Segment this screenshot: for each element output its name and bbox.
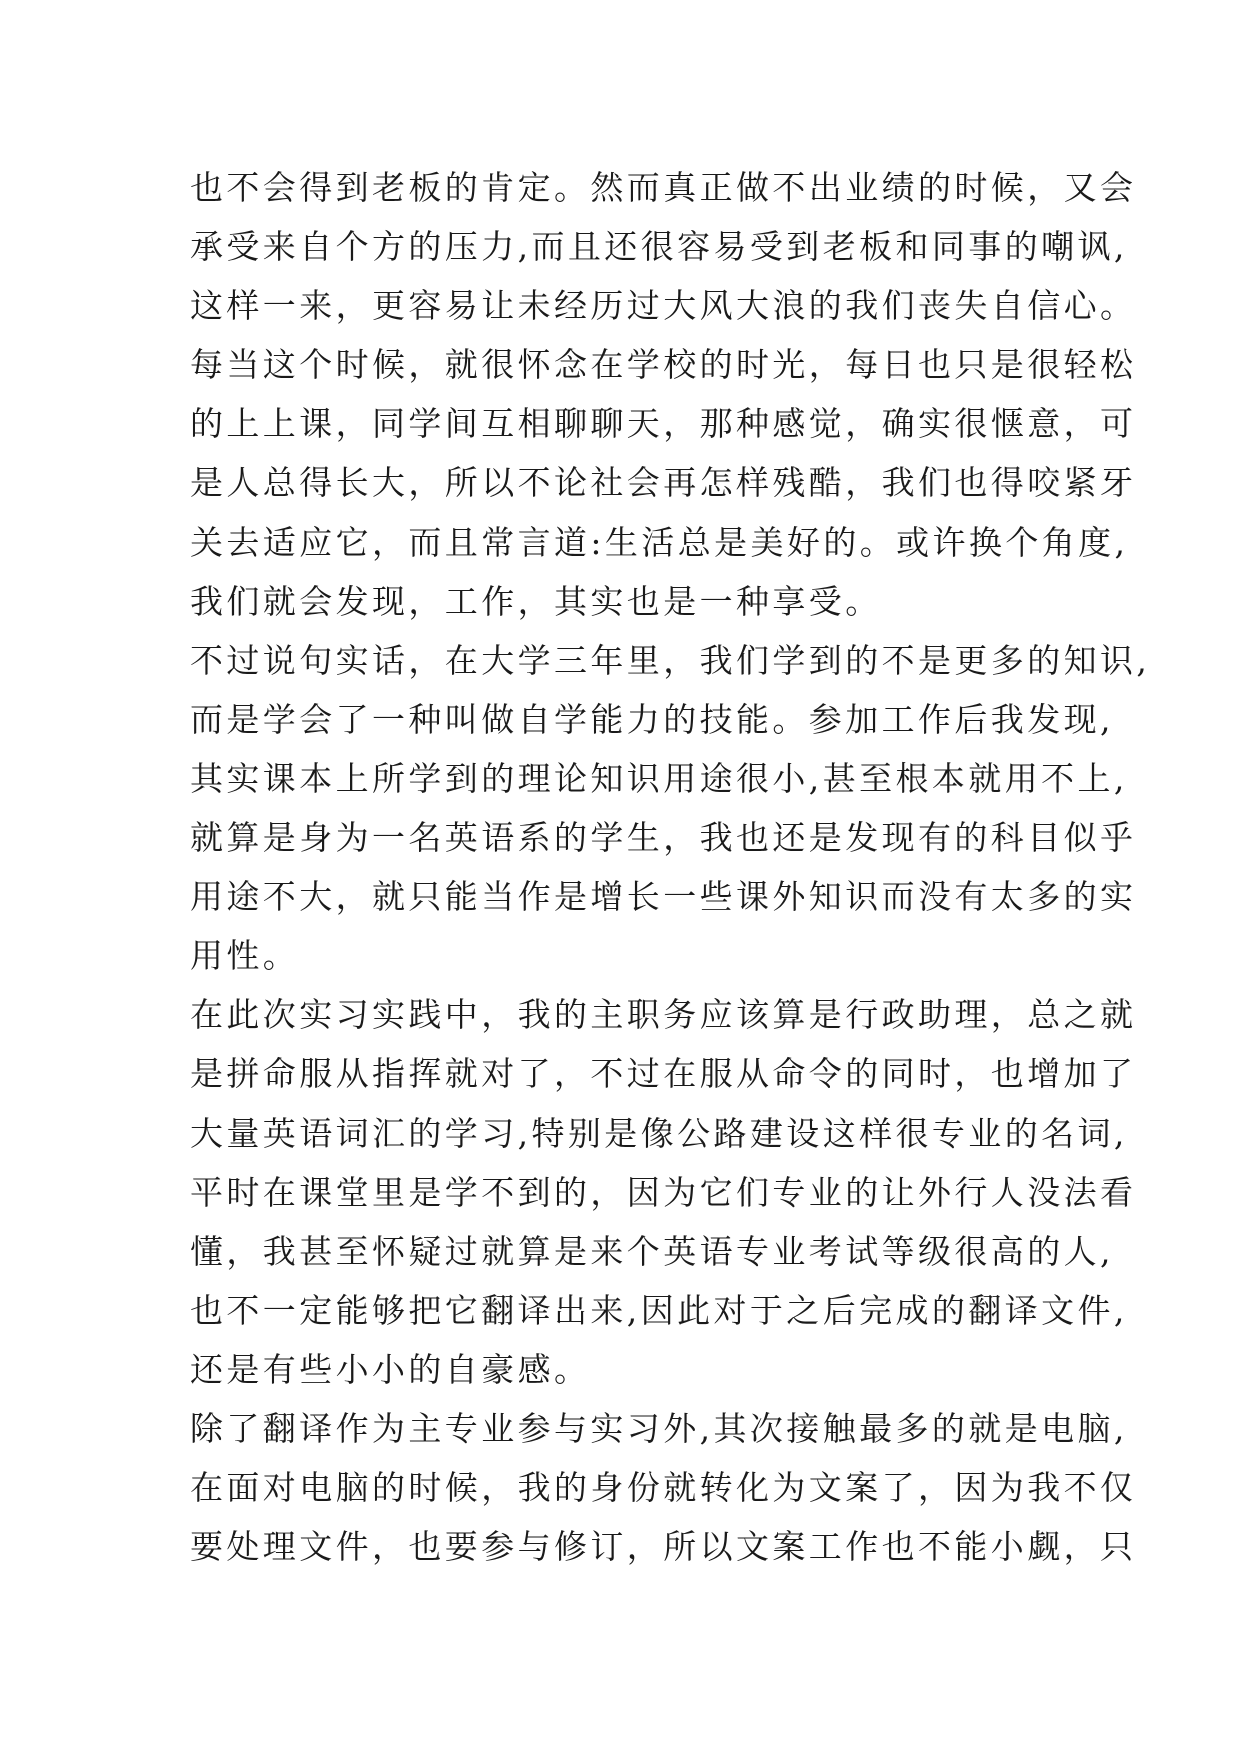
text-line: 关去适应它，而且常言道:生活总是美好的。或许换个角度, [190,522,1129,562]
text-line: 承受来自个方的压力,而且还很容易受到老板和同事的嘲讽, [190,227,1128,267]
text-line: 除了翻译作为主专业参与实习外,其次接触最多的就是电脑, [190,1408,1128,1448]
text-line: 也不一定能够把它翻译出来,因此对于之后完成的翻译文件, [190,1290,1128,1330]
text-line: 是拼命服从指挥就对了，不过在服从命令的同时，也增加了 [190,1054,1137,1094]
text-line: 在此次实习实践中，我的主职务应该算是行政助理，总之就 [190,995,1137,1035]
text-line: 要处理文件，也要参与修订，所以文案工作也不能小觑，只 [190,1527,1137,1567]
text-line: 懂，我甚至怀疑过就算是来个英语专业考试等级很高的人, [190,1231,1114,1271]
body-text [190,158,1151,1576]
text-line: 就算是身为一名英语系的学生，我也还是发现有的科目似乎 [190,818,1137,858]
text-line: 每当这个时候，就很怀念在学校的时光，每日也只是很轻松 [190,345,1137,385]
text-line: 用性。 [190,936,300,976]
text-line: 其实课本上所学到的理论知识用途很小,甚至根本就用不上, [190,758,1128,798]
text-line: 我们就会发现，工作，其实也是一种享受。 [190,581,882,621]
text-line: 的上上课，同学间互相聊聊天，那种感觉，确实很惬意，可 [190,404,1137,444]
text-line: 在面对电脑的时候，我的身份就转化为文案了，因为我不仅 [190,1468,1137,1508]
text-line: 用途不大，就只能当作是增长一些课外知识而没有太多的实 [190,877,1137,917]
text-line: 大量英语词汇的学习,特别是像公路建设这样很专业的名词, [190,1113,1128,1153]
text-line: 不过说句实话，在大学三年里，我们学到的不是更多的知识, [190,640,1151,680]
text-line: 这样一来，更容易让未经历过大风大浪的我们丧失自信心。 [190,286,1137,326]
text-line: 平时在课堂里是学不到的，因为它们专业的让外行人没法看 [190,1172,1137,1212]
text-line: 而是学会了一种叫做自学能力的技能。参加工作后我发现, [190,699,1114,739]
text-line: 也不会得到老板的肯定。然而真正做不出业绩的时候，又会 [190,168,1137,207]
text-line: 是人总得长大，所以不论社会再怎样残酷，我们也得咬紧牙 [190,463,1137,503]
text-line: 还是有些小小的自豪感。 [190,1349,591,1389]
